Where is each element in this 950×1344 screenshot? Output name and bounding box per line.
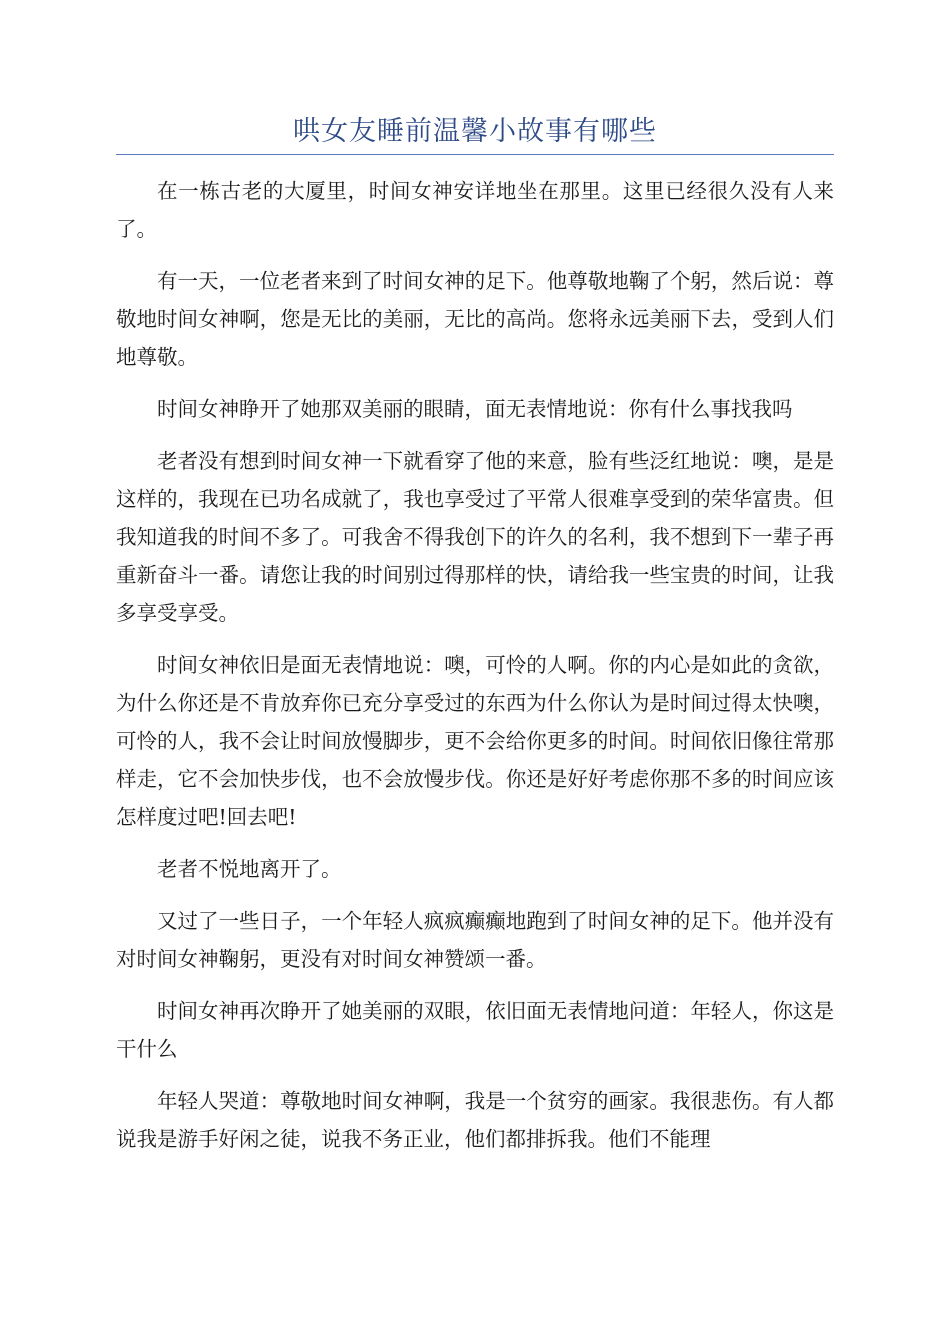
paragraph: 老者不悦地离开了。 xyxy=(157,857,342,881)
paragraph: 时间女神依旧是面无表情地说：噢，可怜的人啊。你的内心是如此的贪欲，为什么你还是不肯放弃你已充分享受过的东西为什么你认为是时间过得太快噢，可怜的人，我不会让时间放慢脚步，更不会给你更多的时间。时间依旧像往常那样走，它不会加快步伐，也不会放慢步伐。你还是好好考虑你那不多的时间应该怎样度过吧!回去吧! xyxy=(116,653,834,829)
paragraph: 又过了一些日子，一个年轻人疯疯癫癫地跑到了时间女神的足下。他并没有对时间女神鞠躬，更没有对时间女神赞颂一番。 xyxy=(116,909,834,971)
paragraph: 时间女神睁开了她那双美丽的眼睛，面无表情地说：你有什么事找我吗 xyxy=(157,397,793,421)
title-underline xyxy=(116,154,834,155)
paragraph: 有一天，一位老者来到了时间女神的足下。他尊敬地鞠了个躬，然后说：尊敬地时间女神啊，您是无比的美丽，无比的高尚。您将永远美丽下去，受到人们地尊敬。 xyxy=(116,269,834,369)
paragraph: 老者没有想到时间女神一下就看穿了他的来意，脸有些泛红地说：噢，是是这样的，我现在已功名成就了，我也享受过了平常人很难享受到的荣华富贵。但我知道我的时间不多了。可我舍不得我创下的许久的名利，我不想到下一辈子再重新奋斗一番。请您让我的时间别过得那样的快，请给我一些宝贵的时间，让我多享受享受。 xyxy=(116,449,834,625)
document-body xyxy=(116,172,834,1172)
paragraph: 时间女神再次睁开了她美丽的双眼，依旧面无表情地问道：年轻人，你这是干什么 xyxy=(116,999,834,1061)
paragraph: 在一栋古老的大厦里，时间女神安详地坐在那里。这里已经很久没有人来了。 xyxy=(116,179,834,241)
paragraph: 年轻人哭道：尊敬地时间女神啊，我是一个贫穷的画家。我很悲伤。有人都说我是游手好闲之徒，说我不务正业，他们都排拆我。他们不能理 xyxy=(116,1089,834,1151)
document-title: 哄女友睡前温馨小故事有哪些 xyxy=(293,116,657,147)
